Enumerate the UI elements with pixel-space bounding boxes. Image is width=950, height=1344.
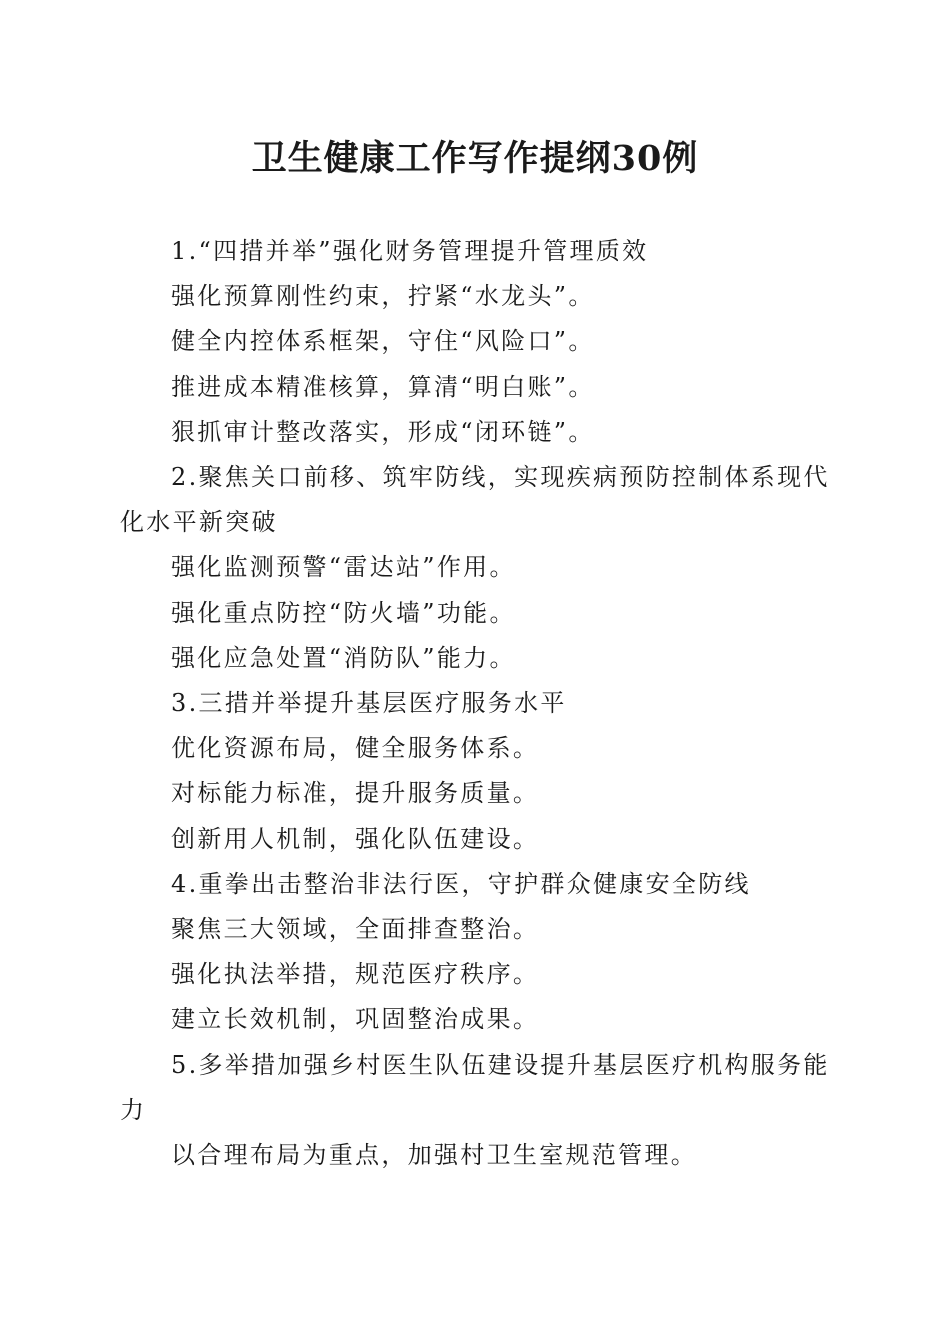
paragraph: 对标能力标准，提升服务质量。 <box>171 779 540 808</box>
document-title: 卫生健康工作写作提纲30例 <box>251 138 699 179</box>
paragraph: 建立长效机制，巩固整治成果。 <box>171 1005 540 1034</box>
paragraph: 强化监测预警“雷达站”作用。 <box>171 553 516 582</box>
section-heading-2: 2.聚焦关口前移、筑牢防线，实现疾病预防控制体系现代化水平新突破 <box>120 463 830 537</box>
section-heading-1: 1.“四措并举”强化财务管理提升管理质效 <box>171 237 649 265</box>
section-heading-4: 4.重拳出击整治非法行医，守护群众健康安全防线 <box>171 869 751 898</box>
paragraph: 强化重点防控“防火墙”功能。 <box>171 598 516 627</box>
paragraph: 以合理布局为重点，加强村卫生室规范管理。 <box>171 1141 697 1170</box>
paragraph: 狠抓审计整改落实，形成“闭环链”。 <box>171 417 595 446</box>
paragraph: 强化预算刚性约束，拧紧“水龙头”。 <box>171 282 595 311</box>
section-heading-3: 3.三措并举提升基层医疗服务水平 <box>171 689 567 718</box>
paragraph: 强化应急处置“消防队”能力。 <box>171 643 516 672</box>
paragraph: 创新用人机制，强化队伍建设。 <box>171 824 540 853</box>
paragraph: 聚焦三大领域，全面排查整治。 <box>171 915 540 944</box>
section-heading-5: 5.多举措加强乡村医生队伍建设提升基层医疗机构服务能力 <box>120 1050 830 1124</box>
paragraph: 健全内控体系框架，守住“风险口”。 <box>171 327 595 356</box>
document-body <box>120 229 830 1178</box>
paragraph: 推进成本精准核算，算清“明白账”。 <box>171 372 595 401</box>
paragraph: 优化资源布局，健全服务体系。 <box>171 734 540 763</box>
paragraph: 强化执法举措，规范医疗秩序。 <box>171 960 540 989</box>
